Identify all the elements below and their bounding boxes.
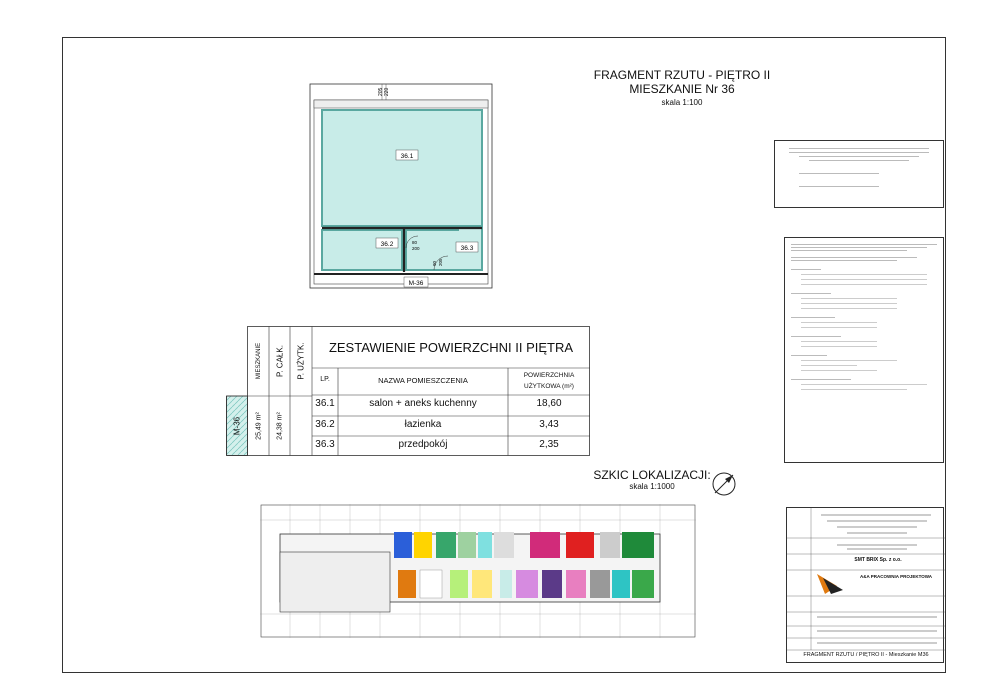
header-total: P. CAŁK. <box>275 345 284 377</box>
total-value-cell <box>248 396 269 456</box>
unit-tag-m36: M-36 <box>408 280 424 287</box>
total-value: 25,49 m² <box>255 412 262 440</box>
header-room-name: NAZWA POMIESZCZENIA <box>378 376 468 385</box>
location-scale: skala 1:1000 <box>629 482 675 491</box>
floor-plan <box>308 78 494 292</box>
notes-box <box>774 140 944 208</box>
room-label-36-1: 36.1 <box>400 153 414 160</box>
location-sketch <box>260 504 696 638</box>
title-line-2: MIESZKANIE Nr 36 <box>629 82 735 96</box>
row-2-lp: 36.2 <box>315 419 335 430</box>
row-2-name: łazienka <box>404 419 442 430</box>
header-total-cell <box>269 326 290 396</box>
row-1-lp: 36.1 <box>315 398 335 409</box>
header-unit: MIESZKANIE <box>255 342 262 380</box>
row-3-lp: 36.3 <box>315 439 335 450</box>
summary-title: ZESTAWIENIE POWIERZCHNI II PIĘTRA <box>328 340 574 355</box>
location-heading <box>592 468 712 491</box>
drawing-title <box>592 68 772 110</box>
room-label-36-2: 36.2 <box>380 241 394 248</box>
title-block-grid <box>787 508 945 664</box>
title-block <box>786 507 944 663</box>
room-36-2 <box>322 230 402 270</box>
header-unit-cell <box>248 326 269 396</box>
dim-door-3: 90 <box>432 260 437 266</box>
usable-value: 24,38 m² <box>276 412 283 440</box>
dim-top-2: 220 <box>384 87 390 96</box>
project-info-panel <box>784 237 944 463</box>
row-1-area: 18,60 <box>536 398 562 409</box>
header-area-line1: POWIERZCHNIA <box>523 372 575 379</box>
header-lp: LP. <box>320 376 330 383</box>
dim-door-1: 80 <box>412 240 418 245</box>
location-title: SZKIC LOKALIZACJI: <box>593 468 711 482</box>
room-36-1 <box>322 110 482 226</box>
header-area-line2: UŻYTKOWA (m²) <box>524 383 574 390</box>
header-area <box>508 370 590 392</box>
unit-value-cell <box>226 396 248 456</box>
header-usable: P. UŻYTK. <box>296 342 306 380</box>
area-summary-table <box>226 326 590 456</box>
drawing-footer-title: FRAGMENT RZUTU / PIĘTRO II - Mieszkanie M36 <box>803 652 929 658</box>
unit-value: M-36 <box>232 416 242 436</box>
dim-door-2: 200 <box>412 246 420 251</box>
row-3-name: przedpokój <box>398 439 448 450</box>
room-label-36-3: 36.3 <box>460 245 474 252</box>
studio-name: A&A PRACOWNIA PROJEKTOWA <box>859 574 933 579</box>
title-scale: skala 1:100 <box>661 98 703 107</box>
title-line-1: FRAGMENT RZUTU - PIĘTRO II <box>593 68 771 82</box>
header-usable-cell <box>290 326 312 396</box>
dim-top-1: 205 <box>378 87 384 96</box>
dim-door-4: 205 <box>438 258 443 266</box>
north-arrow-icon <box>710 470 738 498</box>
row-2-area: 3,43 <box>539 419 559 430</box>
usable-value-cell <box>269 396 290 456</box>
designer-name: SMT BRIX Sp. z o.o. <box>854 557 902 563</box>
row-3-area: 2,35 <box>539 439 559 450</box>
row-1-name: salon + aneks kuchenny <box>369 398 477 409</box>
